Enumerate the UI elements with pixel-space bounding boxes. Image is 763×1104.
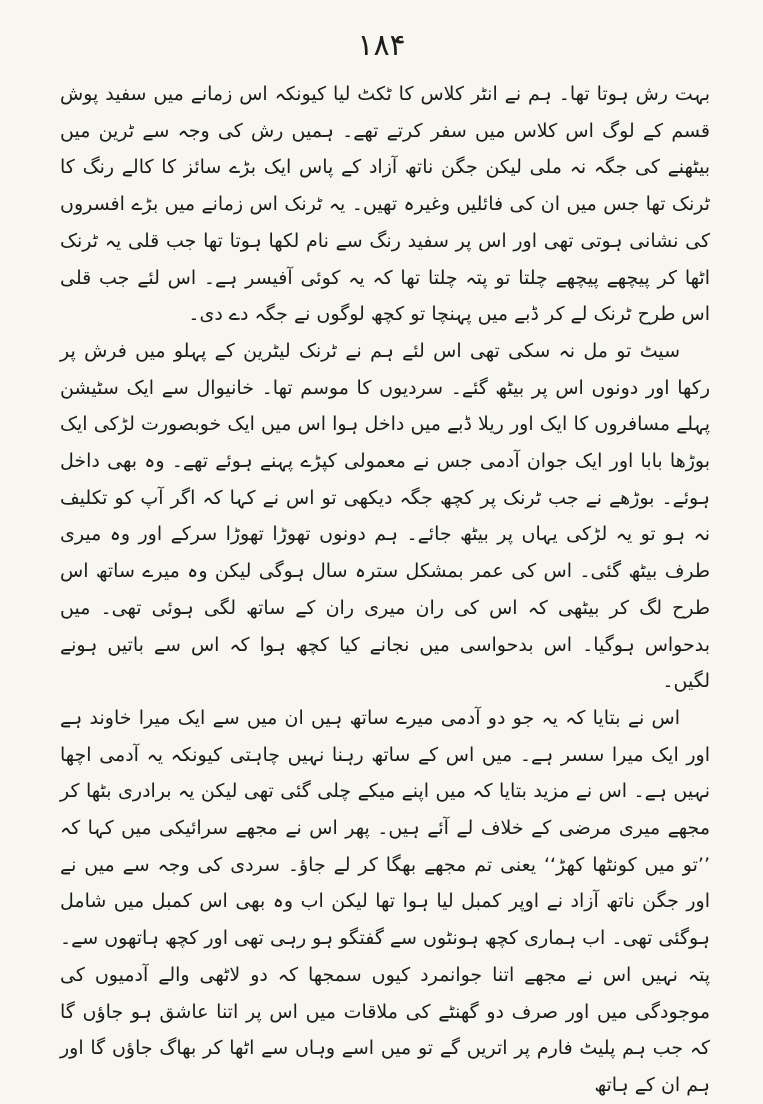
paragraph-2: سیٹ تو مل نہ سکی تھی اس لئے ہم نے ٹرنک لیٹرین کے پہلو میں فرش پر رکھا اور دونوں اس پر بیٹھ گئے۔ سردیوں کا موسم تھا۔ خانیوال سے ایک سٹیشن پہلے مسافروں کا ایک اور ریلا ڈبے میں داخل ہوا اس میں ایک خوبصورت لڑکی ایک بوڑھا بابا اور ایک جوان آدمی جس نے معمولی کپڑے پہنے ہوئے تھے۔ وہ بھی داخل ہوئے۔ بوڑھے نے جب ٹرنک پر کچھ جگہ دیکھی تو اس نے کہا کہ اگر آپ کو تکلیف نہ ہو تو یہ لڑکی یہاں پر بیٹھ جائے۔ ہم دونوں تھوڑا تھوڑا سرکے اور وہ میری طرف بیٹھ گئی۔ اس کی عمر بمشکل سترہ سال ہوگی لیکن وہ میرے ساتھ اس طرح لگ کر بیٹھی کہ اس کی ران میری ران کے ساتھ لگی ہوئی تھی۔ میں بدحواس ہوگیا۔ اس بدحواسی میں نجانے کیا کچھ ہوا کہ اس سے باتیں ہونے لگیں۔	[60, 339, 710, 693]
body-text	[60, 76, 710, 1104]
paragraph-1: بہت رش ہوتا تھا۔ ہم نے انٹر کلاس کا ٹکٹ لیا کیونکہ اس زمانے میں سفید پوش قسم کے لوگ اس کلاس میں سفر کرتے تھے۔ ہمیں رش کی وجہ سے ٹرین میں بیٹھنے کی جگہ نہ ملی لیکن جگن ناتھ آزاد کے پاس ایک بڑے سائز کا کالے رنگ کا ٹرنک تھا جس میں ان کی فائلیں وغیرہ تھیں۔ یہ ٹرنک اس زمانے میں بڑے افسروں کی نشانی ہوتی تھی اور اس پر سفید رنگ سے نام لکھا ہوتا تھا جب قلی یہ ٹرنک اٹھا کر پیچھے پیچھے چلتا تو پتہ چلتا تھا کہ یہ کوئی آفیسر ہے۔ اس لئے جب قلی اس طرح ٹرنک لے کر ڈبے میں پہنچا تو کچھ لوگوں نے جگہ دے دی۔	[60, 83, 710, 326]
paragraph-3: اس نے بتایا کہ یہ جو دو آدمی میرے ساتھ ہیں ان میں سے ایک میرا خاوند ہے اور ایک میرا سسر ہے۔ میں اس کے ساتھ رہنا نہیں چاہتی کیونکہ یہ آدمی اچھا نہیں ہے۔ اس نے مزید بتایا کہ میں اپنے میکے چلی گئی تھی لیکن یہ برادری بٹھا کر مجھے میری مرضی کے خلاف لے آئے ہیں۔ پھر اس نے مجھے سرائیکی میں کہا کہ ’’تو میں کونٹھا کھڑ‘‘ یعنی تم مجھے بھگا کر لے جاؤ۔ سردی کی وجہ سے میں نے اور جگن ناتھ آزاد نے اوپر کمبل لیا ہوا تھا لیکن اب وہ بھی اس کمبل میں شامل ہوگئی تھی۔ اب ہماری کچھ ہونٹوں سے گفتگو ہو رہی تھی اور کچھ ہاتھوں سے۔ پتہ نہیں اس نے مجھے اتنا جوانمرد کیوں سمجھا کہ دو لاٹھی والے آدمیوں کی موجودگی میں اور صرف دو گھنٹے کی ملاقات میں اس پر اتنا عاشق ہو جاؤں گا کہ جب ہم پلیٹ فارم پر اتریں گے تو میں اسے وہاں سے اٹھا کر بھاگ جاؤں گا اور ہم ان کے ہاتھ	[60, 706, 710, 1096]
page-number: ۱۸۴	[357, 28, 406, 63]
